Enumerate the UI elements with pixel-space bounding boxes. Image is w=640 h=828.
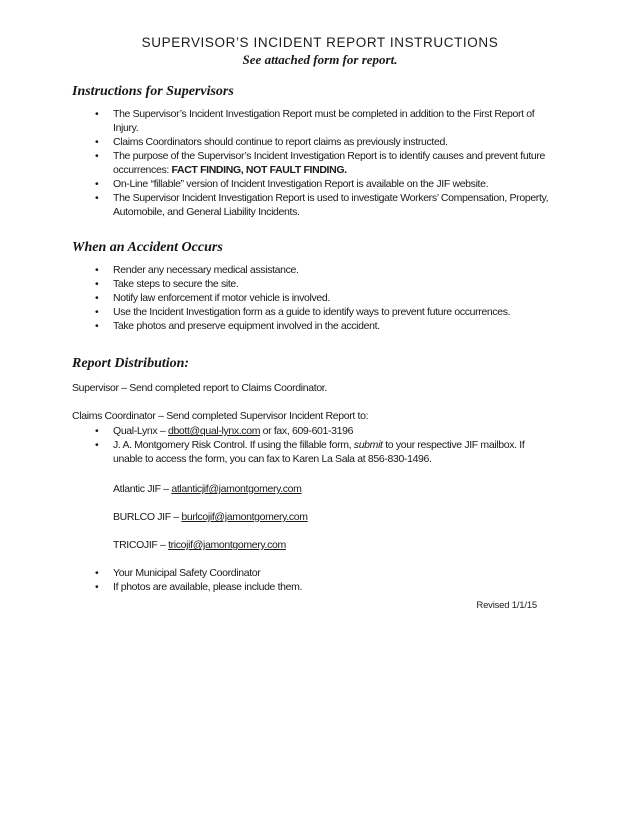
section-heading-instructions: Instructions for Supervisors: [72, 84, 234, 99]
send-to-list: [72, 424, 550, 466]
jif-contact-label: TRICOJIF –: [113, 539, 169, 551]
jif-contact-atlantic: [72, 482, 591, 496]
list-item-text: Qual-Lynx –: [113, 425, 168, 437]
list-item-text: The Supervisor’s Incident Investigation Report must be completed in addition to the First Report of Injury.: [113, 108, 535, 134]
jif-contact-burlco: [72, 510, 591, 524]
revised-date: Revised 1/1/15: [476, 600, 537, 611]
list-item: [72, 291, 550, 305]
list-item: [72, 135, 550, 149]
list-item-italic-text: submit: [353, 439, 383, 451]
list-item-text: or fax, 609-601-3196: [260, 425, 354, 437]
list-item-text: to your respective JIF mailbox. If unable to access the form, you can fax to Karen La Sala at 856-830-1496.: [113, 439, 525, 465]
list-item-text: The Supervisor Incident Investigation Report is used to investigate Workers’ Compensation, Property, Automobile, and General Liability Incidents.: [113, 192, 549, 218]
list-item-text: On-Line “fillable” version of Incident Investigation Report is available on the JIF website.: [113, 178, 489, 190]
list-item-text: Notify law enforcement if motor vehicle is involved.: [113, 292, 330, 304]
list-item-text: J. A. Montgomery Risk Control. If using the fillable form,: [113, 439, 354, 451]
list-item-text: If photos are available, please include them.: [113, 581, 303, 593]
list-item: [72, 566, 550, 580]
email-link-burlco-jif[interactable]: burlcojif@jamontgomery.com: [181, 511, 308, 523]
list-item: [72, 319, 550, 333]
section-heading-distribution: Report Distribution:: [72, 356, 190, 371]
email-link-qual-lynx[interactable]: dbott@qual-lynx.com: [167, 425, 261, 437]
list-item-bold-text: FACT FINDING, NOT FAULT FINDING.: [171, 164, 347, 176]
list-item: [72, 107, 550, 135]
list-item-text: Take photos and preserve equipment involved in the accident.: [113, 320, 380, 332]
section-heading-accident: When an Accident Occurs: [72, 240, 223, 255]
page-subtitle: See attached form for report.: [242, 52, 398, 67]
list-item-text: Render any necessary medical assistance.: [113, 264, 299, 276]
page-title: SUPERVISOR’S INCIDENT REPORT INSTRUCTIONS: [141, 35, 499, 50]
final-list: [72, 566, 550, 594]
document-header: [72, 34, 568, 67]
list-item-text: Your Municipal Safety Coordinator: [113, 567, 261, 579]
list-item-montgomery: [72, 438, 550, 466]
list-item: [72, 191, 550, 219]
list-item-text: The purpose of the Supervisor’s Incident Investigation Report is to identify causes and prevent future occurrences:: [113, 150, 546, 176]
list-item-text: Use the Incident Investigation form as a guide to identify ways to prevent future occurrences.: [113, 306, 511, 318]
email-link-atlantic-jif[interactable]: atlanticjif@jamontgomery.com: [171, 483, 302, 495]
list-item: [72, 263, 550, 277]
jif-contact-label: BURLCO JIF –: [113, 511, 182, 523]
jif-contact-label: Atlantic JIF –: [113, 483, 172, 495]
list-item: [72, 580, 550, 594]
supervisor-line: Supervisor – Send completed report to Claims Coordinator.: [72, 382, 327, 394]
list-item-text: Claims Coordinators should continue to report claims as previously instructed.: [113, 136, 448, 148]
list-item: [72, 305, 550, 319]
list-item: [72, 149, 550, 177]
list-item-qual-lynx: [72, 424, 550, 438]
list-item-text: Take steps to secure the site.: [113, 278, 239, 290]
jif-contact-trico: [72, 538, 591, 552]
section-accident: [72, 239, 591, 333]
section-instructions: [72, 83, 591, 219]
section-distribution: [72, 355, 591, 613]
list-item: [72, 177, 550, 191]
accident-list: [72, 263, 550, 333]
list-item: [72, 277, 550, 291]
email-link-trico-jif[interactable]: tricojif@jamontgomery.com: [168, 539, 286, 551]
instructions-list: [72, 107, 550, 219]
coordinator-line: Claims Coordinator – Send completed Supervisor Incident Report to:: [72, 410, 369, 422]
